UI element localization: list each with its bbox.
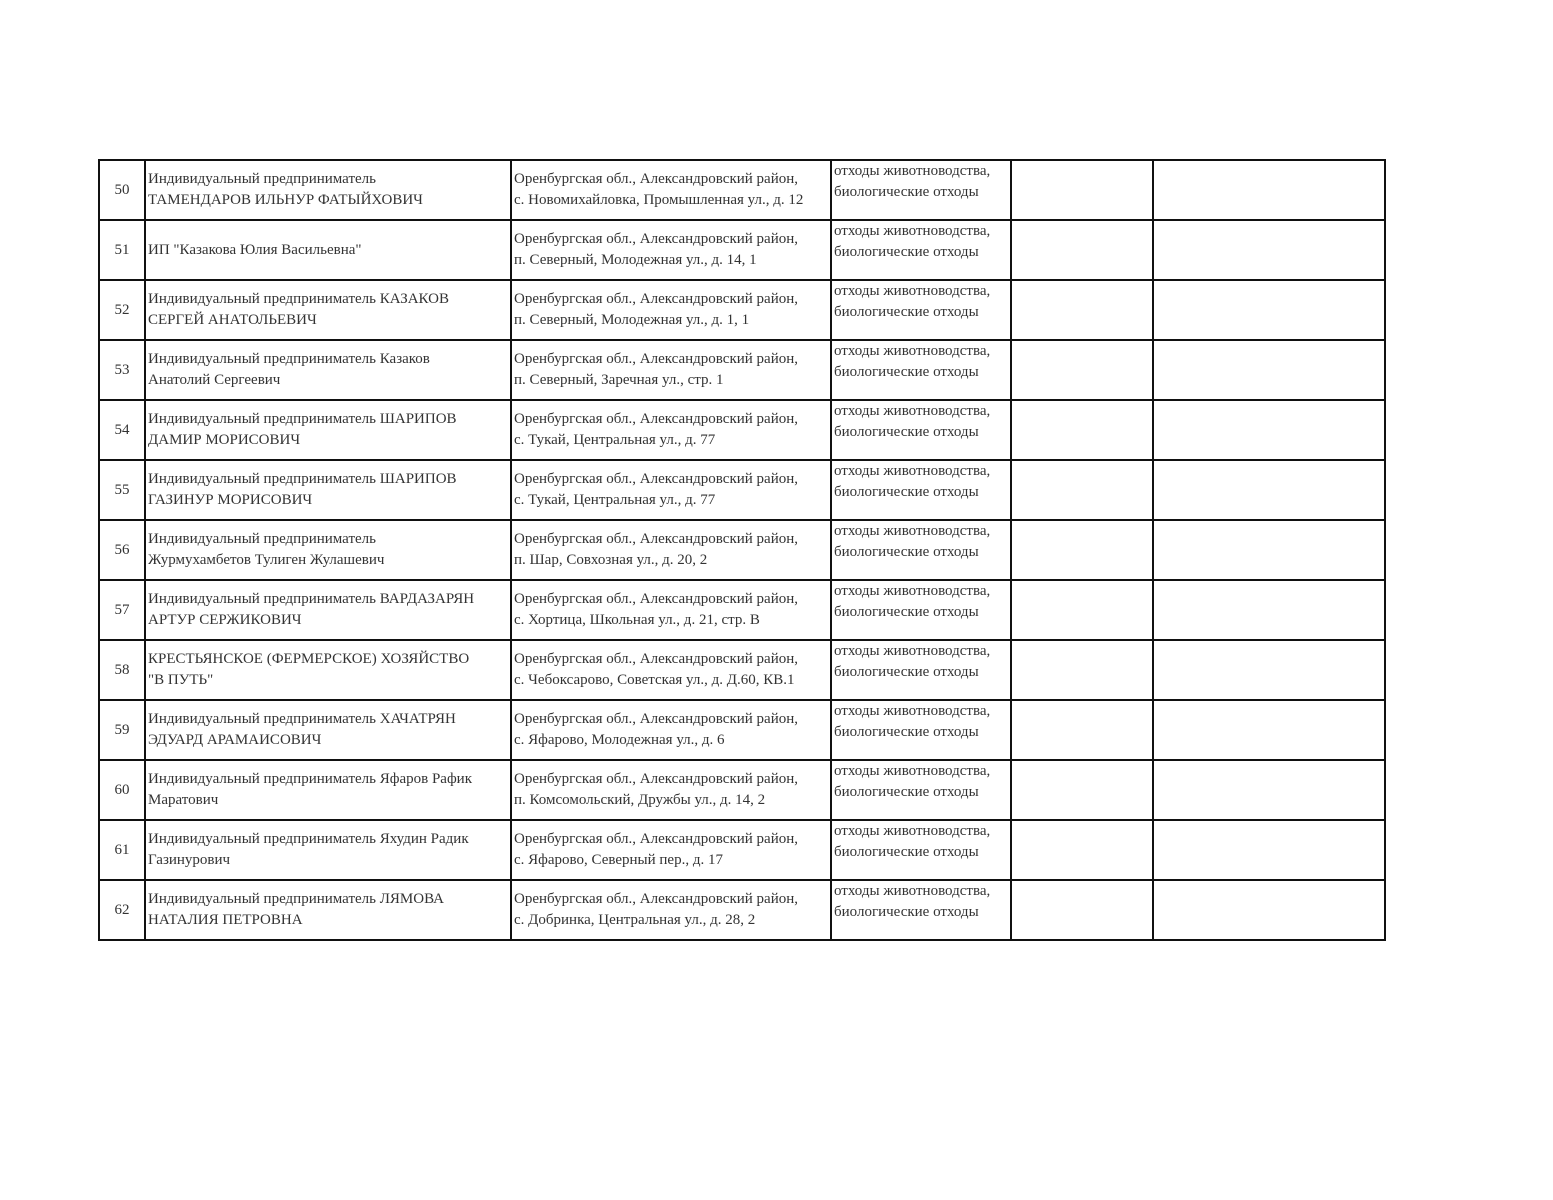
waste-type-cell-line: отходы животноводства, bbox=[834, 763, 991, 779]
waste-type-cell bbox=[831, 700, 1011, 760]
entity-name-cell bbox=[145, 280, 511, 340]
table-row bbox=[99, 520, 1385, 580]
empty-cell bbox=[1011, 520, 1153, 580]
table-row bbox=[99, 400, 1385, 460]
entity-name-cell bbox=[145, 520, 511, 580]
row-number: 57 bbox=[99, 580, 145, 640]
row-number: 58 bbox=[99, 640, 145, 700]
row-number: 51 bbox=[99, 220, 145, 280]
waste-type-cell-line: биологические отходы bbox=[834, 244, 979, 260]
waste-type-cell bbox=[831, 220, 1011, 280]
address-cell-line: с. Хортица, Школьная ул., д. 21, стр. В bbox=[514, 612, 760, 628]
empty-cell bbox=[1011, 280, 1153, 340]
empty-cell bbox=[1153, 220, 1385, 280]
empty-cell bbox=[1011, 880, 1153, 940]
empty-cell bbox=[1011, 700, 1153, 760]
address-cell-line: Оренбургская обл., Александровский район, bbox=[514, 291, 799, 307]
waste-type-cell bbox=[831, 640, 1011, 700]
entity-name-cell-line: Индивидуальный предприниматель КАЗАКОВ bbox=[148, 291, 450, 307]
entity-name-cell bbox=[145, 220, 511, 280]
address-cell-line: с. Чебоксарово, Советская ул., д. Д.60, КВ.1 bbox=[514, 672, 795, 688]
entity-name-cell bbox=[145, 820, 511, 880]
entity-name-cell bbox=[145, 640, 511, 700]
entity-name-cell-line: Индивидуальный предприниматель ВАРДАЗАРЯН bbox=[148, 591, 475, 607]
entity-name-cell bbox=[145, 160, 511, 220]
empty-cell bbox=[1153, 460, 1385, 520]
entity-name-cell-line: Газинурович bbox=[148, 852, 231, 868]
empty-cell bbox=[1153, 280, 1385, 340]
entity-name-cell-line: Индивидуальный предприниматель ХАЧАТРЯН bbox=[148, 711, 456, 727]
table-row bbox=[99, 460, 1385, 520]
waste-type-cell-line: отходы животноводства, bbox=[834, 403, 991, 419]
entity-name-cell bbox=[145, 880, 511, 940]
address-cell-line: с. Новомихайловка, Промышленная ул., д. 12 bbox=[514, 192, 804, 208]
address-cell-line: Оренбургская обл., Александровский район, bbox=[514, 231, 799, 247]
row-number: 54 bbox=[99, 400, 145, 460]
address-cell-line: п. Шар, Совхозная ул., д. 20, 2 bbox=[514, 552, 708, 568]
address-cell-line: Оренбургская обл., Александровский район, bbox=[514, 471, 799, 487]
waste-type-cell bbox=[831, 580, 1011, 640]
entity-name-cell-line: Индивидуальный предприниматель ШАРИПОВ bbox=[148, 411, 457, 427]
waste-type-cell bbox=[831, 460, 1011, 520]
address-cell bbox=[511, 640, 831, 700]
waste-type-cell-line: отходы животноводства, bbox=[834, 643, 991, 659]
address-cell-line: с. Тукай, Центральная ул., д. 77 bbox=[514, 432, 716, 448]
address-cell bbox=[511, 760, 831, 820]
waste-type-cell-line: биологические отходы bbox=[834, 364, 979, 380]
entity-name-cell-line: Индивидуальный предприниматель ШАРИПОВ bbox=[148, 471, 457, 487]
row-number: 53 bbox=[99, 340, 145, 400]
waste-type-cell bbox=[831, 520, 1011, 580]
empty-cell bbox=[1011, 400, 1153, 460]
entity-name-cell-line: ДАМИР МОРИСОВИЧ bbox=[148, 432, 301, 448]
address-cell-line: Оренбургская обл., Александровский район, bbox=[514, 171, 799, 187]
row-number: 61 bbox=[99, 820, 145, 880]
address-cell-line: п. Северный, Молодежная ул., д. 1, 1 bbox=[514, 312, 750, 328]
entity-name-cell-line: Индивидуальный предприниматель Яфаров Рафик bbox=[148, 771, 472, 787]
table-row bbox=[99, 640, 1385, 700]
row-number: 62 bbox=[99, 880, 145, 940]
table-row bbox=[99, 880, 1385, 940]
address-cell-line: Оренбургская обл., Александровский район, bbox=[514, 831, 799, 847]
table-row bbox=[99, 220, 1385, 280]
address-cell-line: с. Яфарово, Молодежная ул., д. 6 bbox=[514, 732, 725, 748]
empty-cell bbox=[1153, 340, 1385, 400]
row-number: 59 bbox=[99, 700, 145, 760]
empty-cell bbox=[1011, 340, 1153, 400]
waste-type-cell-line: отходы животноводства, bbox=[834, 883, 991, 899]
waste-type-cell bbox=[831, 340, 1011, 400]
entity-name-cell-line: ГАЗИНУР МОРИСОВИЧ bbox=[148, 492, 313, 508]
waste-type-cell-line: биологические отходы bbox=[834, 904, 979, 920]
address-cell-line: с. Тукай, Центральная ул., д. 77 bbox=[514, 492, 716, 508]
waste-type-cell-line: биологические отходы bbox=[834, 844, 979, 860]
entity-name-cell-line: Индивидуальный предприниматель ЛЯМОВА bbox=[148, 891, 444, 907]
address-cell bbox=[511, 340, 831, 400]
empty-cell bbox=[1153, 760, 1385, 820]
address-cell bbox=[511, 400, 831, 460]
entity-name-cell-line: Журмухамбетов Тулиген Жулашевич bbox=[148, 552, 385, 568]
address-cell bbox=[511, 280, 831, 340]
empty-cell bbox=[1153, 640, 1385, 700]
waste-type-cell bbox=[831, 760, 1011, 820]
empty-cell bbox=[1011, 820, 1153, 880]
waste-type-cell-line: отходы животноводства, bbox=[834, 283, 991, 299]
address-cell bbox=[511, 220, 831, 280]
entity-name-cell bbox=[145, 700, 511, 760]
waste-type-cell-line: отходы животноводства, bbox=[834, 163, 991, 179]
table-row bbox=[99, 280, 1385, 340]
entity-name-cell-line: АРТУР СЕРЖИКОВИЧ bbox=[148, 612, 302, 628]
waste-type-cell bbox=[831, 160, 1011, 220]
empty-cell bbox=[1011, 580, 1153, 640]
address-cell-line: Оренбургская обл., Александровский район, bbox=[514, 771, 799, 787]
waste-type-cell-line: отходы животноводства, bbox=[834, 463, 991, 479]
waste-type-cell-line: биологические отходы bbox=[834, 184, 979, 200]
waste-type-cell-line: биологические отходы bbox=[834, 664, 979, 680]
entity-name-cell-line: КРЕСТЬЯНСКОЕ (ФЕРМЕРСКОЕ) ХОЗЯЙСТВО bbox=[148, 651, 470, 667]
entity-name-cell-line: ТАМЕНДАРОВ ИЛЬНУР ФАТЫЙХОВИЧ bbox=[148, 192, 423, 208]
empty-cell bbox=[1011, 460, 1153, 520]
entity-name-cell bbox=[145, 460, 511, 520]
row-number: 55 bbox=[99, 460, 145, 520]
address-cell-line: п. Северный, Молодежная ул., д. 14, 1 bbox=[514, 252, 757, 268]
entity-name-cell-line: ЭДУАРД АРАМАИСОВИЧ bbox=[148, 732, 322, 748]
row-number: 52 bbox=[99, 280, 145, 340]
table-row bbox=[99, 580, 1385, 640]
address-cell-line: с. Яфарово, Северный пер., д. 17 bbox=[514, 852, 723, 868]
table-row bbox=[99, 160, 1385, 220]
empty-cell bbox=[1011, 220, 1153, 280]
entity-name-cell-line: Индивидуальный предприниматель Казаков bbox=[148, 351, 430, 367]
waste-type-cell bbox=[831, 880, 1011, 940]
empty-cell bbox=[1153, 820, 1385, 880]
waste-type-cell-line: отходы животноводства, bbox=[834, 223, 991, 239]
row-number: 60 bbox=[99, 760, 145, 820]
entity-name-cell-line: Индивидуальный предприниматель bbox=[148, 171, 376, 187]
table-row bbox=[99, 760, 1385, 820]
waste-type-cell-line: биологические отходы bbox=[834, 304, 979, 320]
address-cell bbox=[511, 820, 831, 880]
waste-type-cell-line: биологические отходы bbox=[834, 424, 979, 440]
waste-type-cell-line: отходы животноводства, bbox=[834, 823, 991, 839]
waste-type-cell bbox=[831, 280, 1011, 340]
waste-type-cell-line: биологические отходы bbox=[834, 724, 979, 740]
entity-name-cell-line: Маратович bbox=[148, 792, 219, 808]
address-cell-line: Оренбургская обл., Александровский район, bbox=[514, 651, 799, 667]
entity-name-cell-line: Анатолий Сергеевич bbox=[148, 372, 281, 388]
empty-cell bbox=[1153, 580, 1385, 640]
row-number: 50 bbox=[99, 160, 145, 220]
empty-cell bbox=[1011, 760, 1153, 820]
empty-cell bbox=[1153, 700, 1385, 760]
waste-type-cell bbox=[831, 400, 1011, 460]
registry-table bbox=[98, 159, 1386, 941]
address-cell-line: Оренбургская обл., Александровский район, bbox=[514, 531, 799, 547]
entity-name-cell-line: ИП "Казакова Юлия Васильевна" bbox=[148, 241, 362, 258]
entity-name-cell bbox=[145, 760, 511, 820]
address-cell-line: Оренбургская обл., Александровский район, bbox=[514, 411, 799, 427]
address-cell bbox=[511, 520, 831, 580]
empty-cell bbox=[1153, 400, 1385, 460]
entity-name-cell bbox=[145, 400, 511, 460]
empty-cell bbox=[1153, 880, 1385, 940]
address-cell-line: Оренбургская обл., Александровский район, bbox=[514, 351, 799, 367]
waste-type-cell-line: отходы животноводства, bbox=[834, 583, 991, 599]
registry-table-body bbox=[99, 160, 1385, 940]
table-row bbox=[99, 340, 1385, 400]
entity-name-cell-line: "В ПУТЬ" bbox=[148, 672, 214, 688]
address-cell-line: с. Добринка, Центральная ул., д. 28, 2 bbox=[514, 912, 756, 928]
address-cell-line: п. Комсомольский, Дружбы ул., д. 14, 2 bbox=[514, 792, 766, 808]
address-cell-line: Оренбургская обл., Александровский район, bbox=[514, 891, 799, 907]
empty-cell bbox=[1153, 160, 1385, 220]
table-row bbox=[99, 700, 1385, 760]
waste-type-cell-line: отходы животноводства, bbox=[834, 523, 991, 539]
empty-cell bbox=[1011, 160, 1153, 220]
entity-name-cell bbox=[145, 580, 511, 640]
waste-type-cell bbox=[831, 820, 1011, 880]
entity-name-cell-line: НАТАЛИЯ ПЕТРОВНА bbox=[148, 912, 303, 928]
waste-type-cell-line: биологические отходы bbox=[834, 604, 979, 620]
entity-name-cell-line: Индивидуальный предприниматель Яхудин Радик bbox=[148, 831, 469, 847]
address-cell bbox=[511, 880, 831, 940]
waste-type-cell-line: отходы животноводства, bbox=[834, 703, 991, 719]
address-cell bbox=[511, 160, 831, 220]
address-cell-line: Оренбургская обл., Александровский район, bbox=[514, 591, 799, 607]
address-cell-line: п. Северный, Заречная ул., стр. 1 bbox=[514, 372, 724, 388]
waste-type-cell-line: биологические отходы bbox=[834, 484, 979, 500]
row-number: 56 bbox=[99, 520, 145, 580]
empty-cell bbox=[1153, 520, 1385, 580]
entity-name-cell-line: Индивидуальный предприниматель bbox=[148, 531, 376, 547]
address-cell bbox=[511, 580, 831, 640]
entity-name-cell bbox=[145, 340, 511, 400]
waste-type-cell-line: отходы животноводства, bbox=[834, 343, 991, 359]
empty-cell bbox=[1011, 640, 1153, 700]
table-row bbox=[99, 820, 1385, 880]
address-cell bbox=[511, 700, 831, 760]
address-cell bbox=[511, 460, 831, 520]
waste-type-cell-line: биологические отходы bbox=[834, 784, 979, 800]
entity-name-cell-line: СЕРГЕЙ АНАТОЛЬЕВИЧ bbox=[148, 312, 317, 328]
address-cell-line: Оренбургская обл., Александровский район, bbox=[514, 711, 799, 727]
waste-type-cell-line: биологические отходы bbox=[834, 544, 979, 560]
